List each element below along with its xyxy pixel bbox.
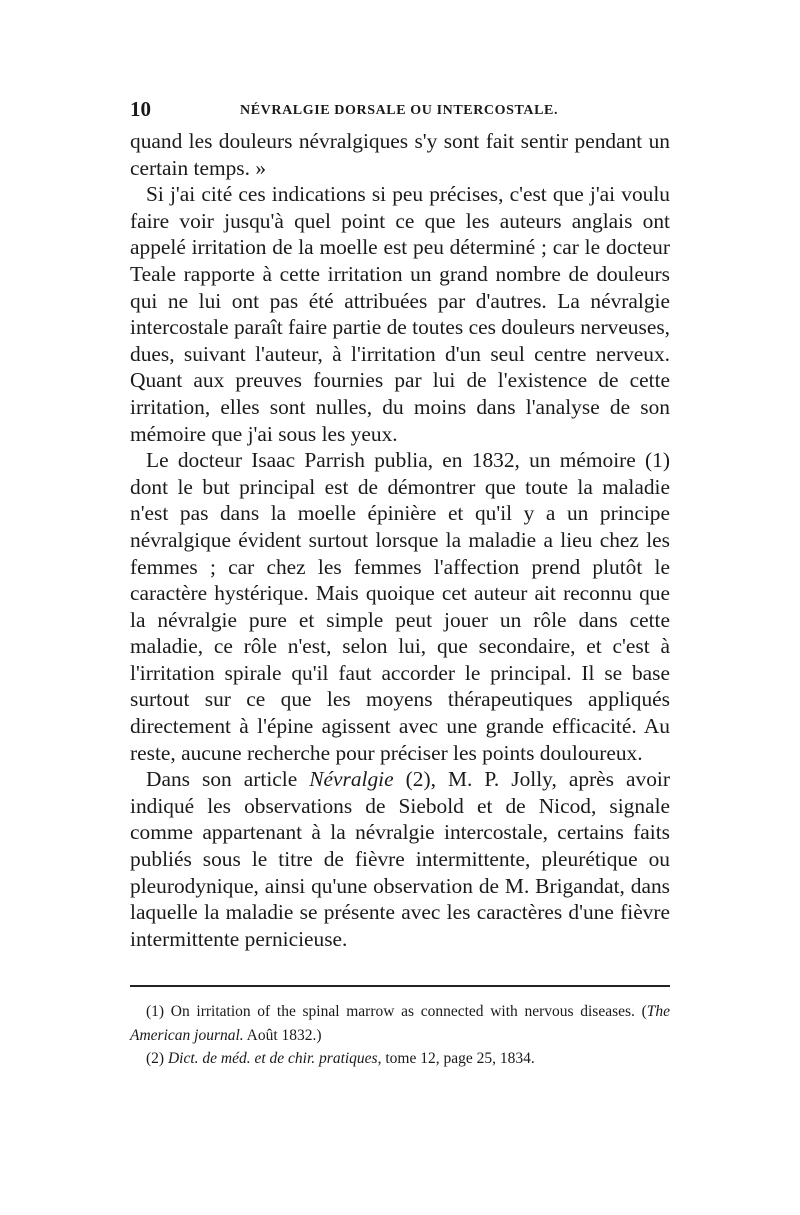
footnote-2-end: , tome 12, page 25, 1834. [377,1050,535,1067]
paragraph-1: quand les douleurs névralgiques s'y sont fait sentir pendant un certain temps. » [130,129,670,180]
paragraph-4 [130,766,670,952]
footnote-1-start: (1) On irritation of the spinal marrow as connected with nervous diseases. ( [146,1003,647,1020]
footnote-1 [130,1000,670,1047]
page-number: 10 [130,97,151,121]
page-header [130,97,670,127]
footnote-divider [130,985,670,987]
paragraph-2: Si j'ai cité ces indications si peu précises, c'est que j'ai voulu faire voir jusqu'à quel point ce que les auteurs anglais ont appelé irritation de la moelle est peu déterminé ; car le docteur Teale rapporte à cette irritation un grand nombre de douleurs qui ne lui ont pas été attribuées par d'autres. La névralgie intercostale paraît faire partie de toutes ces douleurs nerveuses, dues, suivant l'auteur, à l'irritation d'un seul centre nerveux. Quant aux preuves fournies par lui de l'existence de cette irritation, elles sont nulles, du moins dans l'analyse de son mémoire que j'ai sous les yeux. [130,182,670,446]
paragraph-4-start: Dans son article [146,767,310,792]
footnote-2-start: (2) [146,1050,168,1067]
footnote-2 [130,1047,670,1071]
footnote-1-end: Août 1832.) [243,1026,322,1044]
article-title: Névralgie [309,767,394,792]
body-text [130,128,670,952]
running-title: NÉVRALGIE DORSALE OU INTERCOSTALE. [240,103,559,118]
footnotes [130,1000,670,1071]
paragraph-4-rest: (2), M. P. Jolly, après avoir indiqué les observations de Siebold et de Nicod, signale comme appartenant à la névralgie intercostale, certains faits publiés sous le titre de fièvre intermittente, pleurétique ou pleurodynique, ainsi qu'une observation de M. Brigandat, dans laquelle la maladie se présente avec les caractères d'une fièvre intermittente pernicieuse. [130,767,670,951]
footnote-2-source: Dict. de méd. et de chir. pratiques [167,1050,378,1067]
paragraph-3: Le docteur Isaac Parrish publia, en 1832, un mémoire (1) dont le but principal est de démontrer que toute la maladie n'est pas dans la moelle épinière et qu'il y a un principe névralgique évident surtout lorsque la maladie a lieu chez les femmes ; car chez les femmes l'affection prend plutôt le caractère hystérique. Mais quoique cet auteur ait reconnu que la névralgie pure et simple peut jouer un rôle dans cette maladie, ce rôle n'est, selon lui, que secondaire, et c'est à l'irritation spirale qu'il faut accorder le principal. Il se base surtout sur ce que les moyens thérapeutiques appliqués directement à l'épine agissent avec une grande efficacité. Au reste, aucune recherche pour préciser les points douloureux. [130,448,670,765]
footnote-1-journal: The American journal. [130,1003,670,1044]
